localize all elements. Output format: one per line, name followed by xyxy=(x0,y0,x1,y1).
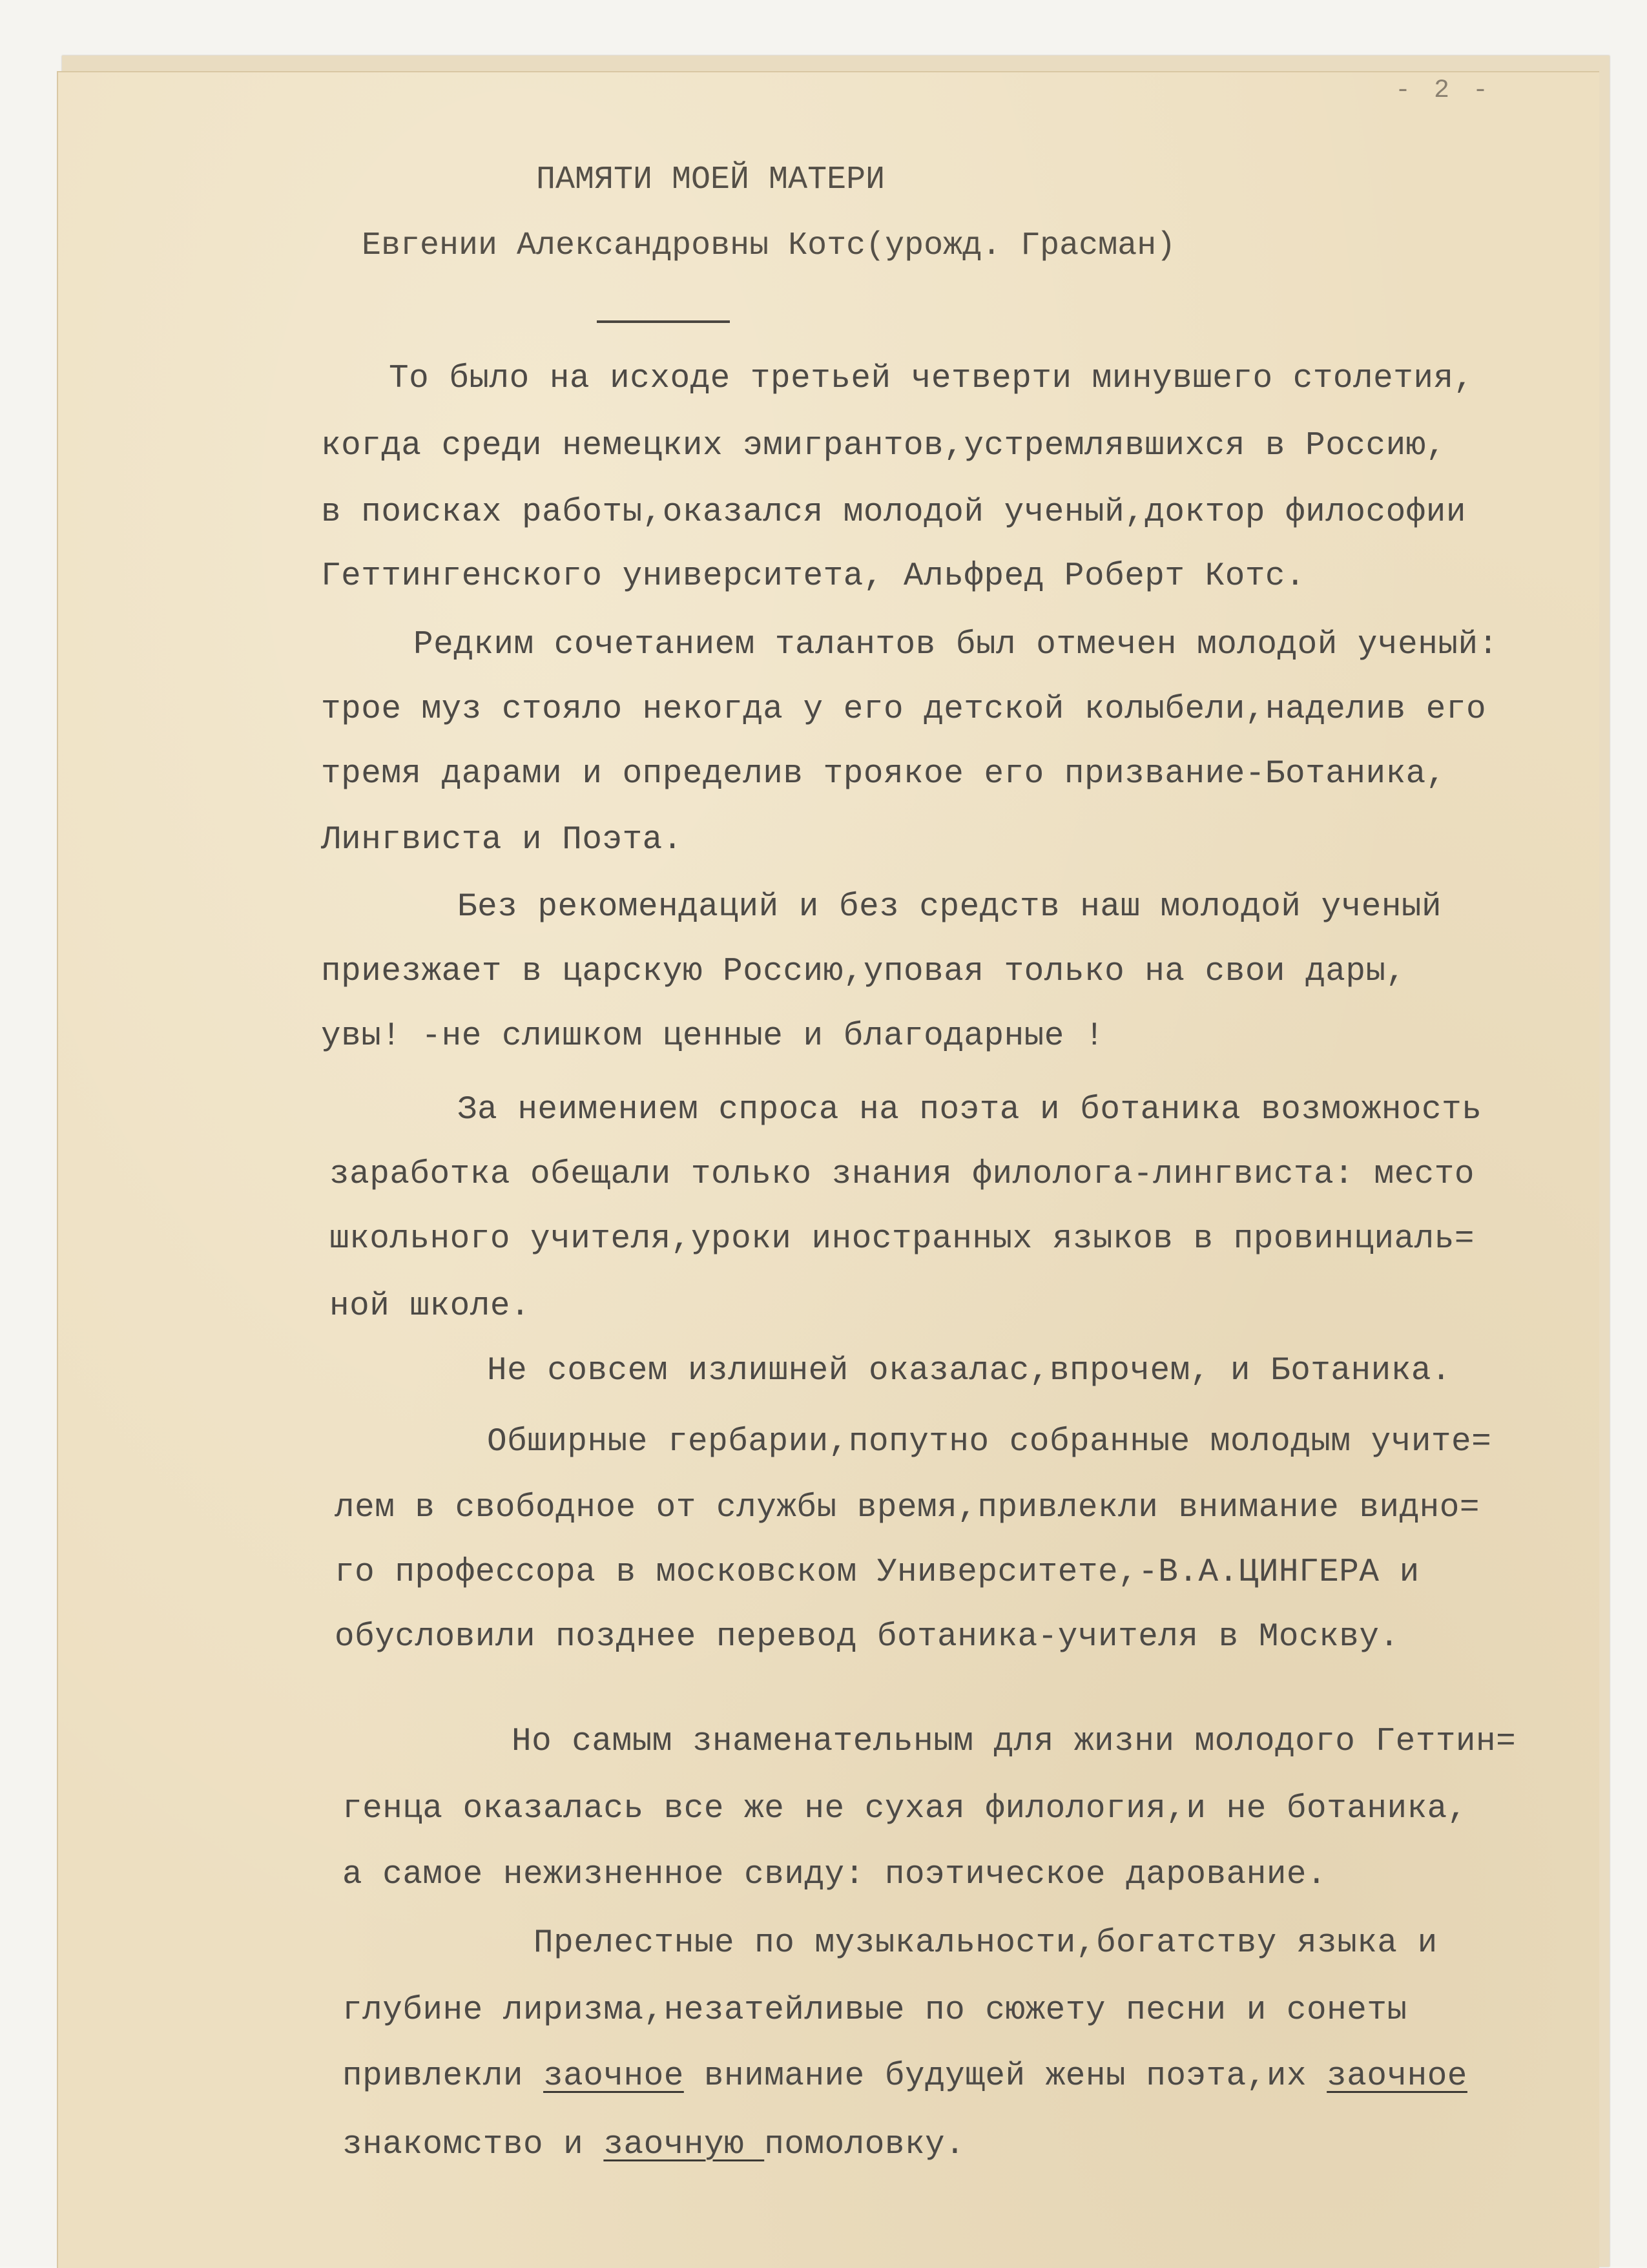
text-line: школьного учителя,уроки иностранных языков в провинциаль= xyxy=(329,1221,1475,1258)
underlined-word: заочное xyxy=(543,2058,684,2095)
text-run: знакомство и xyxy=(342,2127,604,2163)
text-line: обусловили позднее перевод ботаника-учителя в Москву. xyxy=(335,1619,1400,1656)
text-line-underlined xyxy=(342,2058,1467,2095)
text-line: в поисках работы,оказался молодой ученый,доктор философии xyxy=(321,494,1466,531)
document-subtitle: Евгении Александровны Котс(урожд. Грасман) xyxy=(362,227,1176,264)
underlined-word: заочное xyxy=(1327,2058,1467,2095)
text-line: Прелестные по музыкальности,богатству языка и xyxy=(533,1925,1438,1962)
text-line: трое муз стояло некогда у его детской колыбели,наделив его xyxy=(321,691,1487,728)
text-run: помоловку. xyxy=(764,2127,966,2163)
text-line: Без рекомендаций и без средств наш молодой ученый xyxy=(457,889,1442,926)
text-line: когда среди немецких эмигрантов,устремлявшихся в Россию, xyxy=(321,428,1446,464)
text-line: приезжает в царскую Россию,уповая только на свои дары, xyxy=(321,953,1406,990)
text-run: внимание будущей жены поэта,их xyxy=(683,2058,1327,2095)
text-line: Редким сочетанием талантов был отмечен молодой ученый: xyxy=(413,627,1498,663)
text-line: То было на исходе третьей четверти минувшего столетия, xyxy=(389,360,1474,397)
text-line: генца оказалась все же не сухая филология,и не ботаника, xyxy=(342,1791,1467,1827)
text-line: Обширные гербарии,попутно собранные молодым учите= xyxy=(487,1424,1492,1461)
underlined-word: заочную xyxy=(603,2127,765,2163)
title-divider xyxy=(597,320,730,323)
text-line: лем в свободное от службы время,привлекли внимание видно= xyxy=(335,1490,1480,1526)
text-line: За неимением спроса на поэта и ботаника возможность xyxy=(457,1092,1482,1129)
page-number: - 2 - xyxy=(1395,76,1493,105)
text-line: Лингвиста и Поэта. xyxy=(321,822,683,858)
text-line: Но самым знаменательным для жизни молодого Геттин= xyxy=(512,1723,1517,1760)
text-line: ной школе. xyxy=(329,1288,531,1325)
text-line: го профессора в московском Университете,-В.А.ЦИНГЕРА и xyxy=(335,1554,1420,1591)
text-line: увы! -не слишком ценные и благодарные ! xyxy=(321,1018,1105,1055)
text-line: заработка обещали только знания филолога-лингвиста: место xyxy=(329,1156,1475,1193)
text-line: Не совсем излишней оказалас,впрочем, и Ботаника. xyxy=(487,1353,1452,1389)
text-run: привлекли xyxy=(342,2058,544,2095)
text-line: а самое нежизненное свиду: поэтическое дарование. xyxy=(342,1857,1327,1893)
text-line-underlined xyxy=(342,2127,965,2163)
text-line: глубине лиризма,незатейливые по сюжету песни и сонеты xyxy=(342,1992,1407,2029)
text-line: тремя дарами и определив троякое его призвание-Ботаника, xyxy=(321,756,1446,793)
text-line: Геттингенского университета, Альфред Роберт Котс. xyxy=(321,558,1306,595)
document-title: ПАМЯТИ МОЕЙ МАТЕРИ xyxy=(536,161,886,198)
